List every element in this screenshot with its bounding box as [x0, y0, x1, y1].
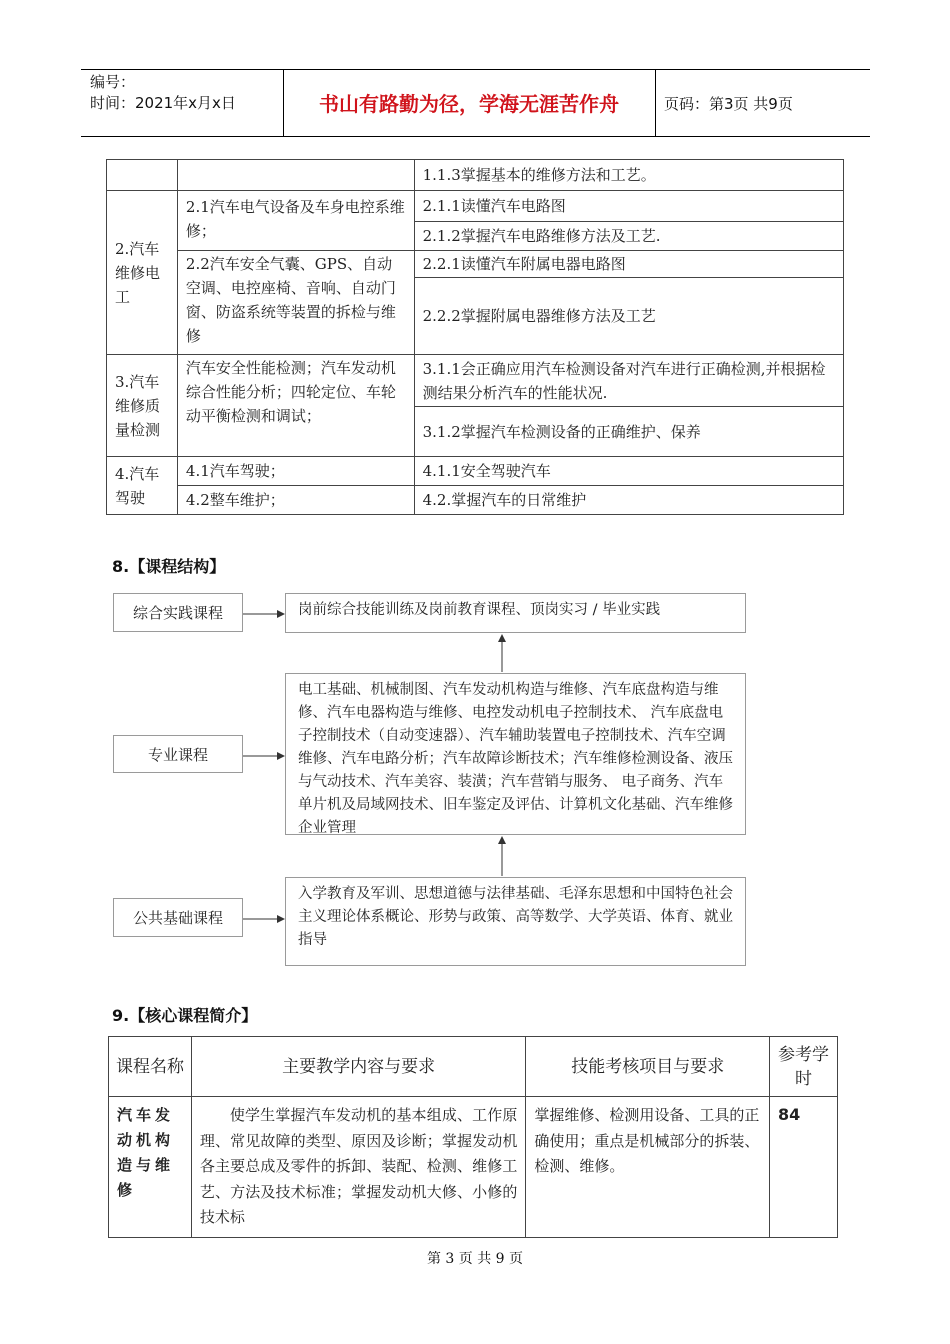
table-cell: 2.2.1读懂汽车附属电器电路图	[414, 251, 843, 278]
table-cell: 4.2.掌握汽车的日常维护	[414, 486, 843, 515]
text-practice: 岗前综合技能训练及岗前教育课程、顶岗实习 / 毕业实践	[285, 593, 746, 633]
course-hours: 84	[770, 1097, 838, 1238]
table-cell: 1.1.3掌握基本的维修方法和工艺。	[414, 160, 843, 191]
section8-title: 8.【课程结构】	[112, 557, 226, 576]
table-cell: 3.1.2掌握汽车检测设备的正确维护、保养	[414, 407, 843, 457]
page-footer: 第 3 页 共 9 页	[426, 1251, 524, 1267]
serial-label: 编号：	[90, 73, 136, 91]
course-name: 汽车发动机构造与维修	[109, 1097, 192, 1238]
col-name-header: 课程名称	[109, 1037, 192, 1097]
col-hours-header: 参考学时	[770, 1037, 838, 1097]
table-row	[109, 1097, 838, 1238]
text-major: 电工基础、机械制图、汽车发动机构造与维修、汽车底盘构造与维修、汽车电器构造与维修、电控发动机电子控制技术、 汽车底盘电子控制技术（自动变速器）、汽车辅助装置电子控制技术、汽车空调维修、汽车电路分析；汽车故障诊断技术；汽车维修检测设备、液压与气动技术、汽车美容、装潢；汽车营销与服务、 电子商务、汽车单片机及局域网技术、旧车鉴定及评估、计算机文化基础、汽车维修企业管理	[285, 673, 746, 835]
table-cell: 4.1.1安全驾驶汽车	[414, 457, 843, 486]
table-cell: 4.1汽车驾驶；	[177, 457, 414, 486]
time-label: 时间：2021年x月x日	[90, 94, 236, 112]
course-content: 使学生掌握汽车发动机的基本组成、工作原理、常见故障的类型、原因及诊断；掌握发动机各主要总成及零件的拆卸、装配、检测、维修工艺、方法及技术标准；掌握发动机大修、小修的技术标	[191, 1097, 525, 1238]
table-cell: 2.1汽车电气设备及车身电控系维修；	[177, 191, 414, 251]
table-cell: 汽车安全性能检测；汽车发动机综合性能分析；四轮定位、车轮动平衡检测和调试；	[177, 355, 414, 457]
section9-title: 9.【核心课程简介】	[112, 1006, 258, 1025]
table-cell: 2.1.2掌握汽车电路维修方法及工艺.	[414, 222, 843, 251]
course-skill: 掌握维修、检测用设备、工具的正确使用；重点是机械部分的拆装、检测、维修。	[526, 1097, 770, 1238]
table-cell: 2.1.1读懂汽车电路图	[414, 191, 843, 222]
label-public: 公共基础课程	[113, 898, 243, 937]
core-course-table	[108, 1036, 838, 1238]
section-name-cell: 2.汽车维修电工	[107, 191, 178, 355]
col-skill-header: 技能考核项目与要求	[526, 1037, 770, 1097]
section-name-cell: 3.汽车维修质量检测	[107, 355, 178, 457]
label-practice: 综合实践课程	[113, 593, 243, 632]
table-cell: 2.2.2掌握附属电器维修方法及工艺	[414, 278, 843, 355]
table-cell: 4.2整车维护；	[177, 486, 414, 515]
text-public: 入学教育及军训、思想道德与法律基础、毛泽东思想和中国特色社会主义理论体系概论、形势与政策、高等数学、大学英语、体育、就业指导	[285, 877, 746, 966]
label-major: 专业课程	[113, 735, 243, 773]
header-motto: 书山有路勤为径，学海无涯苦作舟	[319, 92, 619, 116]
col-content-header: 主要教学内容与要求	[191, 1037, 525, 1097]
section-name-cell: 4.汽车驾驶	[107, 457, 178, 515]
table-cell: 3.1.1会正确应用汽车检测设备对汽车进行正确检测,并根据检测结果分析汽车的性能状况.	[414, 355, 843, 407]
table-header-row	[109, 1037, 838, 1097]
header-page-label: 页码：第3页 共9页	[664, 95, 793, 113]
table-cell: 2.2汽车安全气囊、GPS、自动空调、电控座椅、音响、自动门窗、防盗系统等装置的拆检与维修	[177, 251, 414, 355]
